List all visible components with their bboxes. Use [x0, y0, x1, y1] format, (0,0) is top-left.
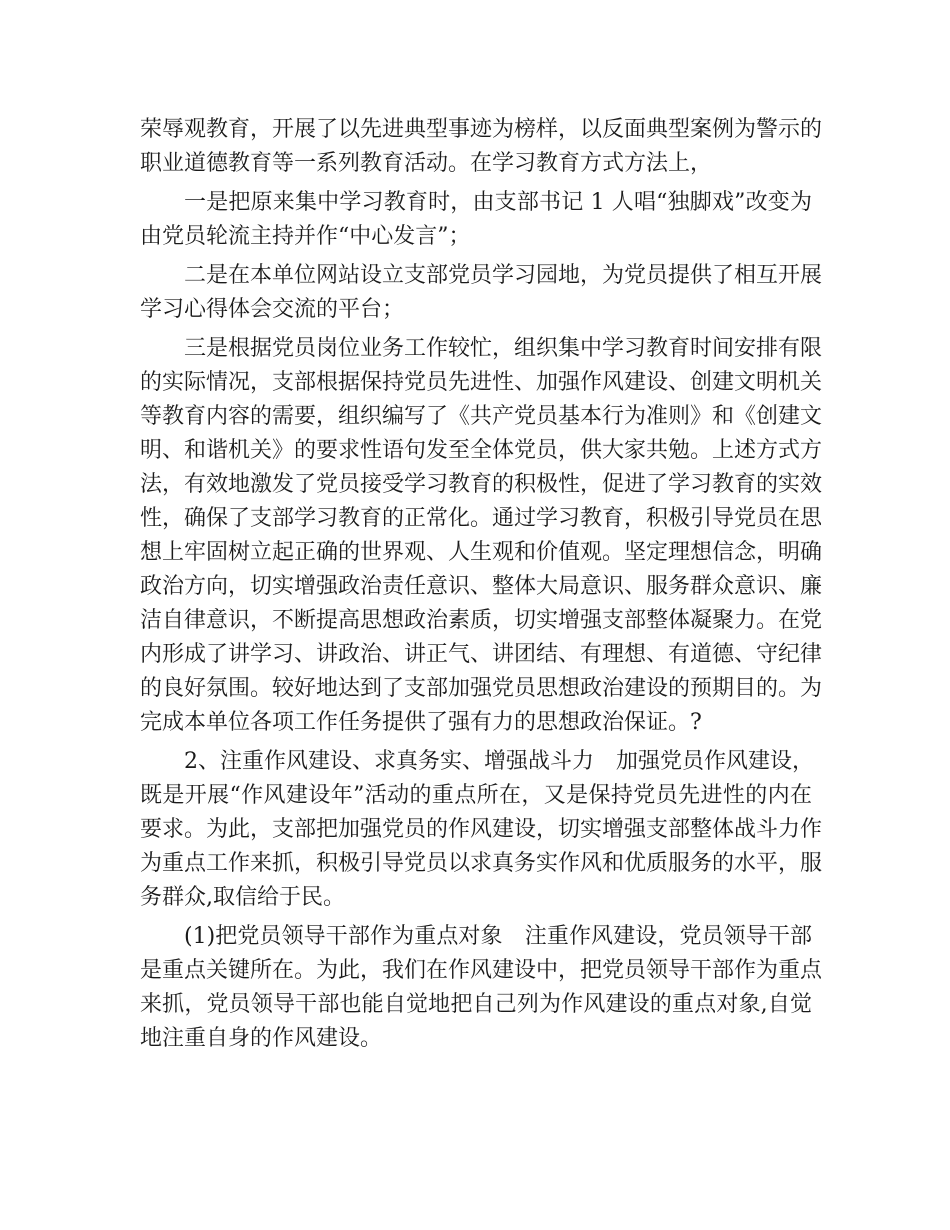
text-line: 法，有效地激发了党员接受学习教育的积极性，促进了学习教育的实效 [140, 472, 823, 497]
text-line: 地注重自身的作风建设。 [140, 1026, 383, 1051]
paragraph [140, 332, 823, 740]
text-line: 洁自律意识，不断提高思想政治素质，切实增强支部整体凝聚力。在党 [140, 608, 823, 633]
text-line: 为重点工作来抓，积极引导党员以求真务实作风和优质服务的水平，服 [140, 851, 823, 876]
text-line: 等教育内容的需要，组织编写了《共产党员基本行为准则》和《创建文 [140, 404, 823, 429]
paragraph [140, 259, 823, 327]
text-line: 一是把原来集中学习教育时，由支部书记 1 人唱“独脚戏”改变为 [184, 190, 812, 215]
text-line: 的实际情况，支部根据保持党员先进性、加强作风建设、创建文明机关 [140, 370, 823, 395]
text-line: 是重点关键所在。为此，我们在作风建设中，把党员领导干部作为重点 [140, 958, 823, 983]
text-line: 三是根据党员岗位业务工作较忙，组织集中学习教育时间安排有限 [184, 336, 823, 361]
paragraph [140, 920, 823, 1056]
text-line: 明、和谐机关》的要求性语句发至全体党员，供大家共勉。上述方式方 [140, 438, 823, 463]
text-line: 来抓，党员领导干部也能自觉地把自己列为作风建设的重点对象,自觉 [140, 992, 812, 1017]
text-line: 既是开展“作风建设年”活动的重点所在，又是保持党员先进性的内在 [140, 783, 812, 808]
text-line: 二是在本单位网站设立支部党员学习园地，为党员提供了相互开展 [184, 263, 823, 288]
text-line: 性，确保了支部学习教育的正常化。通过学习教育，积极引导党员在思 [140, 506, 823, 531]
text-line: 职业道德教育等一系列教育活动。在学习教育方式方法上， [140, 151, 713, 176]
paragraph [140, 186, 812, 254]
text-line: 完成本单位各项工作任务提供了强有力的思想政治保证。? [140, 710, 702, 735]
text-line: 2、注重作风建设、求真务实、增强战斗力 加强党员作风建设， [184, 749, 814, 774]
paragraph [140, 113, 823, 181]
text-line: 由党员轮流主持并作“中心发言”； [140, 224, 471, 249]
text-line: 的良好氛围。较好地达到了支部加强党员思想政治建设的预期目的。为 [140, 676, 823, 701]
text-line: 要求。为此，支部把加强党员的作风建设，切实增强支部整体战斗力作 [140, 817, 823, 842]
document-body [140, 113, 823, 1056]
text-line: 荣辱观教育，开展了以先进典型事迹为榜样，以反面典型案例为警示的 [140, 117, 823, 142]
text-line: 务群众,取信给于民。 [140, 885, 345, 910]
text-line: 想上牢固树立起正确的世界观、人生观和价值观。坚定理想信念，明确 [140, 540, 823, 565]
text-line: 政治方向，切实增强政治责任意识、整体大局意识、服务群众意识、廉 [140, 574, 823, 599]
paragraph [140, 745, 823, 915]
text-line: 学习心得体会交流的平台； [140, 297, 405, 322]
text-line: (1)把党员领导干部作为重点对象 注重作风建设，党员领导干部 [184, 924, 812, 949]
text-line: 内形成了讲学习、讲政治、讲正气、讲团结、有理想、有道德、守纪律 [140, 642, 823, 667]
